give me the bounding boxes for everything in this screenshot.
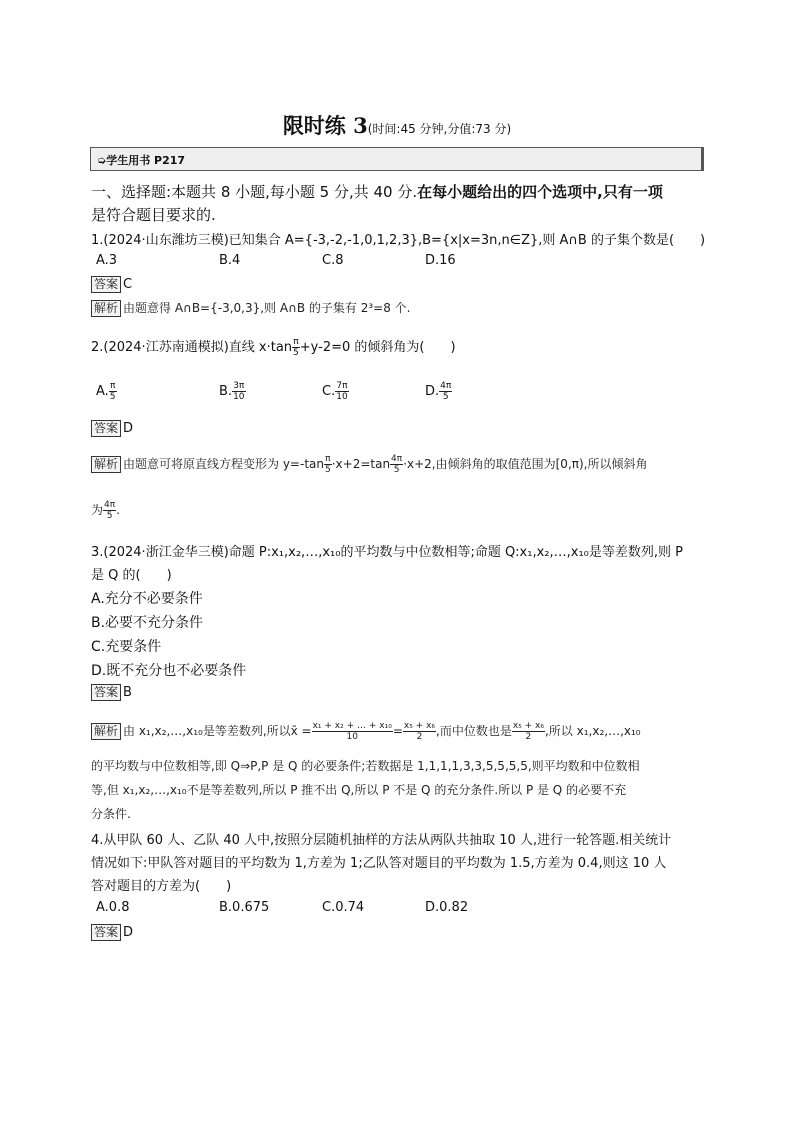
q3-stem-line1: 3.(2024·浙江金华三模)命题 P:x₁,x₂,…,x₁₀的平均数与中位数相等;命题 Q:x₁,x₂,…,x₁₀是等差数列,则 P xyxy=(91,545,683,560)
page-title xyxy=(0,110,794,140)
q3-option-d: D.既不充分也不必要条件 xyxy=(91,663,247,679)
q2-analysis: 解析 由题意可将原直线方程变形为 y=-tan $\frac{\pi}{5}$ ·x+2=tan $\frac{4\pi}{5}$ ·x+2,由倾斜角的取值范围为[0,π),所以倾斜角 xyxy=(91,454,647,475)
q3-analysis-line1: 解析 由 x₁,x₂,…,x₁₀是等差数列,所以x̄ = $\frac{\text{x₁ + x₂ + … + x₁₀}}{10}$ = $\frac{\text{x₅ + x₆}}{2}$ ,而中位数也是 $\frac{\text{x₅ + x₆}}{2}$ ,所以 x₁,x₂,…,x₁₀ xyxy=(91,721,641,742)
analysis-label: 解析 xyxy=(91,300,121,317)
q1-option-b: B.4 xyxy=(219,253,241,268)
q3-option-a: A.充分不必要条件 xyxy=(91,591,203,607)
q1-stem: 1.(2024·山东潍坊三模)已知集合 A={-3,-2,-1,0,1,2,3},B={x|x=3n,n∈Z},则 A∩B 的子集个数是( ) xyxy=(91,233,706,248)
q2-option-d: D. $\frac{4\pi}{5}$ xyxy=(425,381,452,402)
q1-option-d: D.16 xyxy=(425,253,456,268)
banner-text: ➭学生用书 P217 xyxy=(97,154,186,167)
q2-option-a: A. $\frac{\pi}{5}$ xyxy=(96,381,116,402)
q3-option-b: B.必要不充分条件 xyxy=(91,615,204,631)
q4-stem-line2: 情况如下:甲队答对题目的平均数为 1,方差为 1;乙队答对题目的平均数为 1.5,方差为 0.4,则这 10 人 xyxy=(91,856,667,871)
q2-stem: 2.(2024·江苏南通模拟)直线 x·tan $\frac{\pi}{5}$ +y-2=0 的倾斜角为( ) xyxy=(91,337,456,358)
student-book-banner xyxy=(90,147,704,171)
q2-analysis-cont: 为 $\frac{4\pi}{5}$ . xyxy=(91,500,120,521)
q1-analysis: 解析 由题意得 A∩B={-3,0,3},则 A∩B 的子集有 2³=8 个. xyxy=(91,299,411,317)
q1-option-c: C.8 xyxy=(322,253,344,268)
analysis-label: 解析 xyxy=(91,723,121,740)
q3-analysis-line3: 等,但 x₁,x₂,…,x₁₀不是等差数列,所以 P 推不出 Q,所以 P 不是 Q 的充分条件.所以 P 是 Q 的必要不充 xyxy=(91,783,627,797)
q3-option-c: C.充要条件 xyxy=(91,639,162,655)
q1-option-a: A.3 xyxy=(96,253,118,268)
title-subtitle: (时间:45 分钟,分值:73 分) xyxy=(367,122,512,136)
analysis-label: 解析 xyxy=(91,456,121,473)
q4-option-c: C.0.74 xyxy=(322,900,365,915)
q2-option-b: B. $\frac{3\pi}{10}$ xyxy=(219,381,245,402)
q3-stem-line2: 是 Q 的( ) xyxy=(91,568,172,583)
q4-option-a: A.0.8 xyxy=(96,900,130,915)
q4-answer: 答案 D xyxy=(91,924,133,941)
title-main: 限时练 3 xyxy=(282,113,368,138)
q3-analysis-line2: 的平均数与中位数相等,即 Q⇒P,P 是 Q 的必要条件;若数据是 1,1,1,1,3,3,5,5,5,5,则平均数和中位数相 xyxy=(91,759,640,773)
q4-stem-line3: 答对题目的方差为( ) xyxy=(91,879,232,894)
q2-option-c: C. $\frac{7\pi}{10}$ xyxy=(322,381,348,402)
answer-label: 答案 xyxy=(91,924,121,941)
q2-answer: 答案 D xyxy=(91,420,133,437)
q3-answer: 答案 B xyxy=(91,684,132,701)
answer-label: 答案 xyxy=(91,420,121,437)
q4-option-d: D.0.82 xyxy=(425,900,469,915)
section-heading: 一、选择题:本题共 8 小题,每小题 5 分,共 40 分.在每小题给出的四个选项中,只有一项 是符合题目要求的. xyxy=(91,183,663,224)
fraction: $\frac{\pi}{5}$ xyxy=(293,337,299,358)
q4-stem-line1: 4.从甲队 60 人、乙队 40 人中,按照分层随机抽样的方法从两队共抽取 10 人,进行一轮答题.相关统计 xyxy=(91,833,672,848)
answer-label: 答案 xyxy=(91,684,121,701)
q4-option-b: B.0.675 xyxy=(219,900,270,915)
answer-label: 答案 xyxy=(91,276,121,293)
q1-answer: 答案 C xyxy=(91,276,132,293)
q3-analysis-line4: 分条件. xyxy=(91,807,131,821)
